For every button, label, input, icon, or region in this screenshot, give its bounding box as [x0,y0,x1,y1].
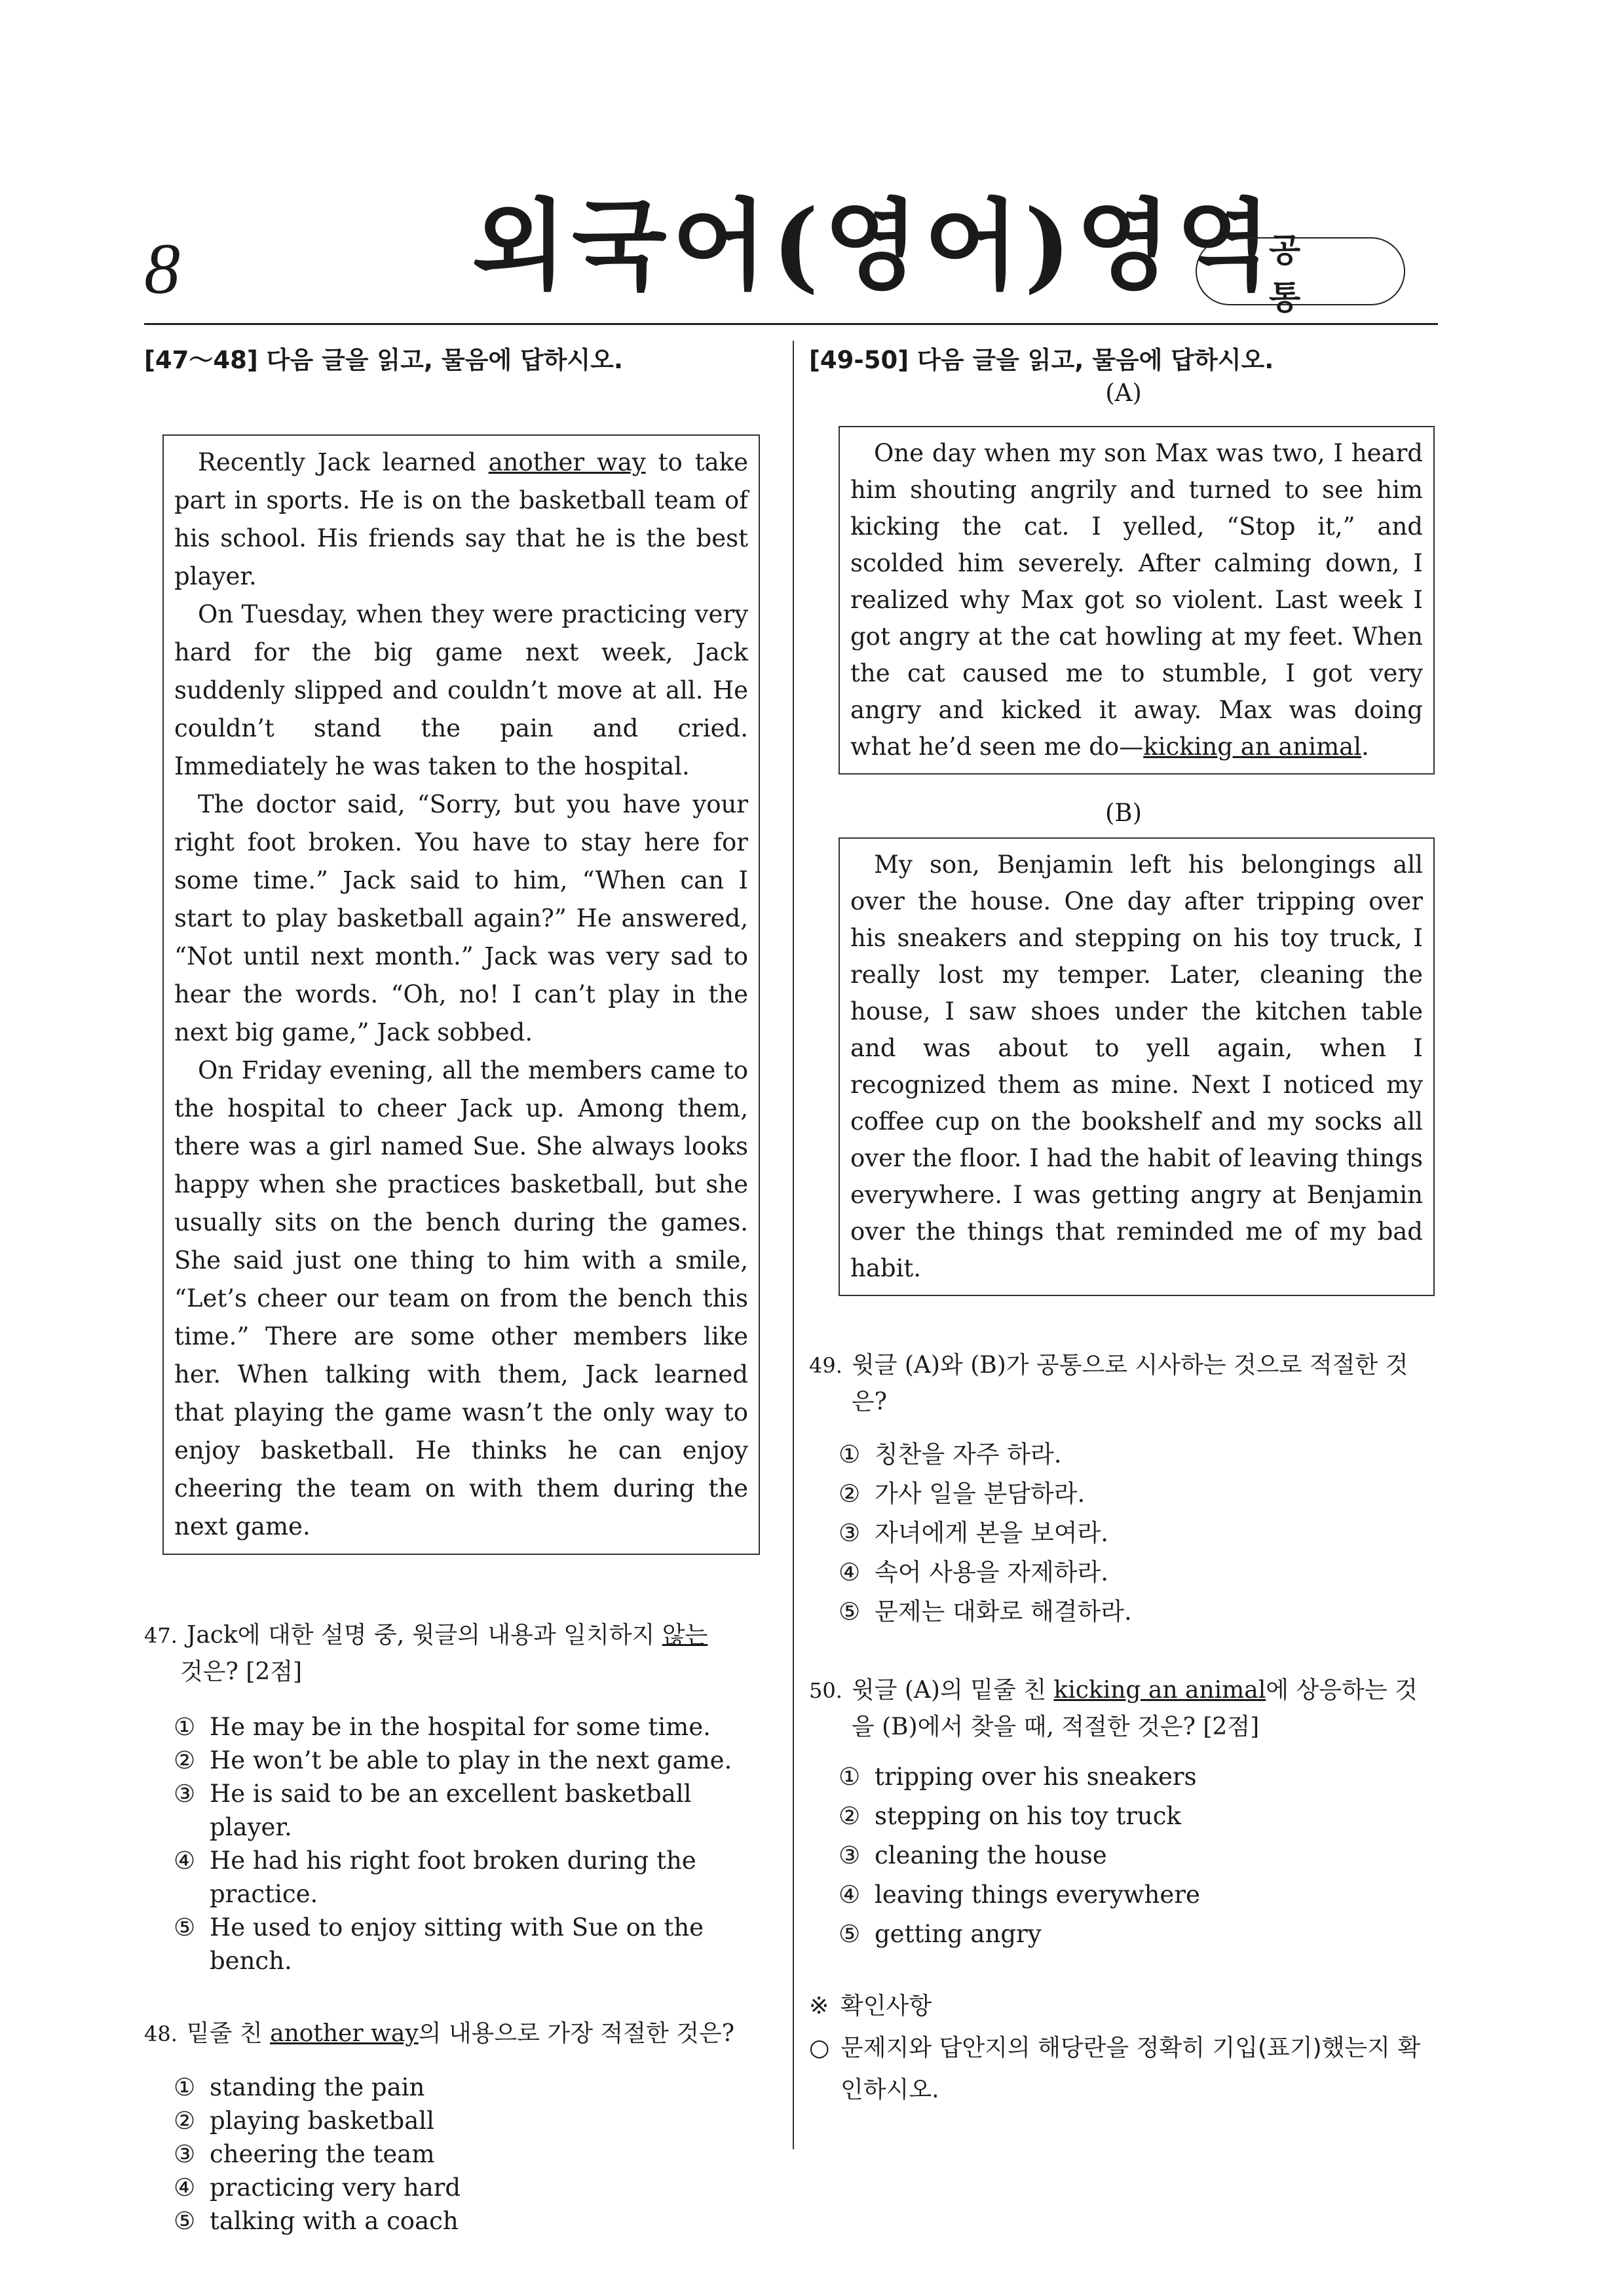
common-badge: 공 통 [1196,237,1405,305]
question-number: 48. [144,2021,178,2046]
answer-option[interactable]: ⑤ 문제는 대화로 해결하라. [839,1598,1132,1626]
answer-option[interactable]: ① tripping over his sneakers [839,1763,1197,1791]
passage-paragraph: Recently Jack learned another way to take part in sports. He is on the basketball team of his school. His friends say that he is the best player. [174,448,748,590]
question-stem: 50. 윗글 (A)의 밑줄 친 kicking an animal에 상응하는 것을 (B)에서 찾을 때, 적절한 것은? [2점] [809,1672,1438,1746]
passage-a [839,426,1435,775]
question-49 [809,1347,1438,1632]
notice-box [809,1985,1438,2111]
header-rule [144,323,1438,325]
answer-option[interactable]: ① standing the pain [174,2073,425,2101]
notice-item: ○ 문제지와 답안지의 해당란을 정확히 기입(표기)했는지 확인하시오. [809,2027,1438,2111]
circle-bullet-icon: ○ [809,2035,830,2061]
question-stem: 48. 밑줄 친 another way의 내용으로 가장 적절한 것은? [144,2020,735,2047]
answer-options [839,1435,1438,1632]
passage-paragraph: The doctor said, “Sorry, but you have your right foot broken. You have to stay here for some time.” Jack said to him, “When can I start to play basketball again?” He answered, “Not until next month.” Jack was very sad to hear the words. “Oh, no! I can’t play in the next big game,” Jack sobbed. [174,790,748,1046]
page-title: 외국어(영어)영역 [472,188,1277,303]
underlined-another-way: another way [488,448,646,476]
answer-option[interactable]: ② stepping on his toy truck [839,1802,1181,1830]
question-47 [144,1617,773,1978]
answer-option[interactable]: ③ 자녀에게 본을 보여라. [839,1519,1108,1547]
answer-option[interactable]: ③ cheering the team [174,2140,435,2168]
answer-option[interactable]: ② He won’t be able to play in the next game. [174,1746,732,1774]
passage-paragraph: On Friday evening, all the members came to the hospital to cheer Jack up. Among them, there was a girl named Sue. She always looks happy when she practices basketball, but she usually sits on the bench during the games. She said just one thing to him with a smile, “Let’s cheer our team on from the bench this time.” There are some other members like her. When talking with them, Jack learned that playing the game wasn’t the only way to enjoy basketball. He thinks he can enjoy cheering the team on with them during the next game. [174,1056,748,1540]
section-header-47-48: [47～48] 다음 글을 읽고, 물음에 답하시오. [144,346,623,374]
question-48 [144,2016,773,2238]
question-stem-continued: 것은? [2점] [180,1658,303,1685]
passage-b [839,837,1435,1296]
answer-option[interactable]: ④ 속어 사용을 자제하라. [839,1558,1108,1586]
section-header-49-50: [49-50] 다음 글을 읽고, 물음에 답하시오. [809,346,1274,374]
reference-mark-icon: ※ [809,1993,829,2019]
answer-option[interactable]: ③ cleaning the house [839,1841,1107,1869]
answer-option[interactable]: ② 가사 일을 분담하라. [839,1480,1086,1508]
question-number: 49. [809,1353,842,1378]
answer-option[interactable]: ③ He is said to be an excellent basketball player. [174,1780,692,1841]
notice-title: ※ 확인사항 [809,1985,1438,2027]
underlined-kicking-an-animal: kicking an animal [1143,733,1362,761]
answer-option[interactable]: ⑤ talking with a coach [174,2207,459,2235]
answer-option[interactable]: ① He may be in the hospital for some time. [174,1713,711,1741]
answer-option[interactable]: ② playing basketball [174,2107,434,2135]
passage-paragraph: On Tuesday, when they were practicing very hard for the big game next week, Jack suddenly slipped and couldn’t move at all. He couldn’t stand the pain and cried. Immediately he was taken to the hospital. [174,600,748,780]
column-divider [793,341,794,2149]
answer-option[interactable]: ⑤ He used to enjoy sitting with Sue on the bench. [174,1913,704,1975]
page-number: 8 [144,229,180,309]
passage-47-48 [162,434,760,1555]
answer-option[interactable]: ① 칭찬을 자주 하라. [839,1440,1062,1468]
left-column [144,344,773,2238]
answer-option[interactable]: ⑤ getting angry [839,1920,1042,1948]
answer-options [839,1757,1438,1954]
answer-options [174,2071,773,2238]
right-column [809,344,1438,2111]
answer-option[interactable]: ④ practicing very hard [174,2173,461,2202]
question-stem: 47. Jack에 대한 설명 중, 윗글의 내용과 일치하지 않는 [144,1622,708,1649]
answer-option[interactable]: ④ leaving things everywhere [839,1881,1200,1909]
question-stem: 49. 윗글 (A)와 (B)가 공통으로 시사하는 것으로 적절한 것은? [809,1347,1438,1421]
passage-label-a: (A) [1105,379,1142,407]
question-50 [809,1672,1438,1954]
passage-paragraph: My son, Benjamin left his belongings all over the house. One day after tripping over his sneakers and stepping on his toy truck, I really lost my temper. Later, cleaning the house, I saw shoes under the kitchen table and was about to yell again, when I recognized them as mine. Next I noticed my coffee cup on the bookshelf and my socks all over the floor. I had the habit of leaving things everywhere. I was getting angry at Benjamin over the things that reminded me of my bad habit. [850,851,1423,1282]
passage-label-b: (B) [1105,799,1142,827]
question-number: 47. [144,1623,178,1648]
question-number: 50. [809,1678,842,1703]
answer-options [174,1710,773,1978]
answer-option[interactable]: ④ He had his right foot broken during the practice. [174,1846,696,1908]
passage-paragraph: One day when my son Max was two, I heard him shouting angrily and turned to see him kicking the cat. I yelled, “Stop it,” and scolded him severely. After calming down, I realized why Max got so violent. Last week I got angry at the cat howling at my feet. When the cat caused me to stumble, I got very angry and kicked it away. Max was doing what he’d seen me do—kicking an animal. [850,439,1423,761]
